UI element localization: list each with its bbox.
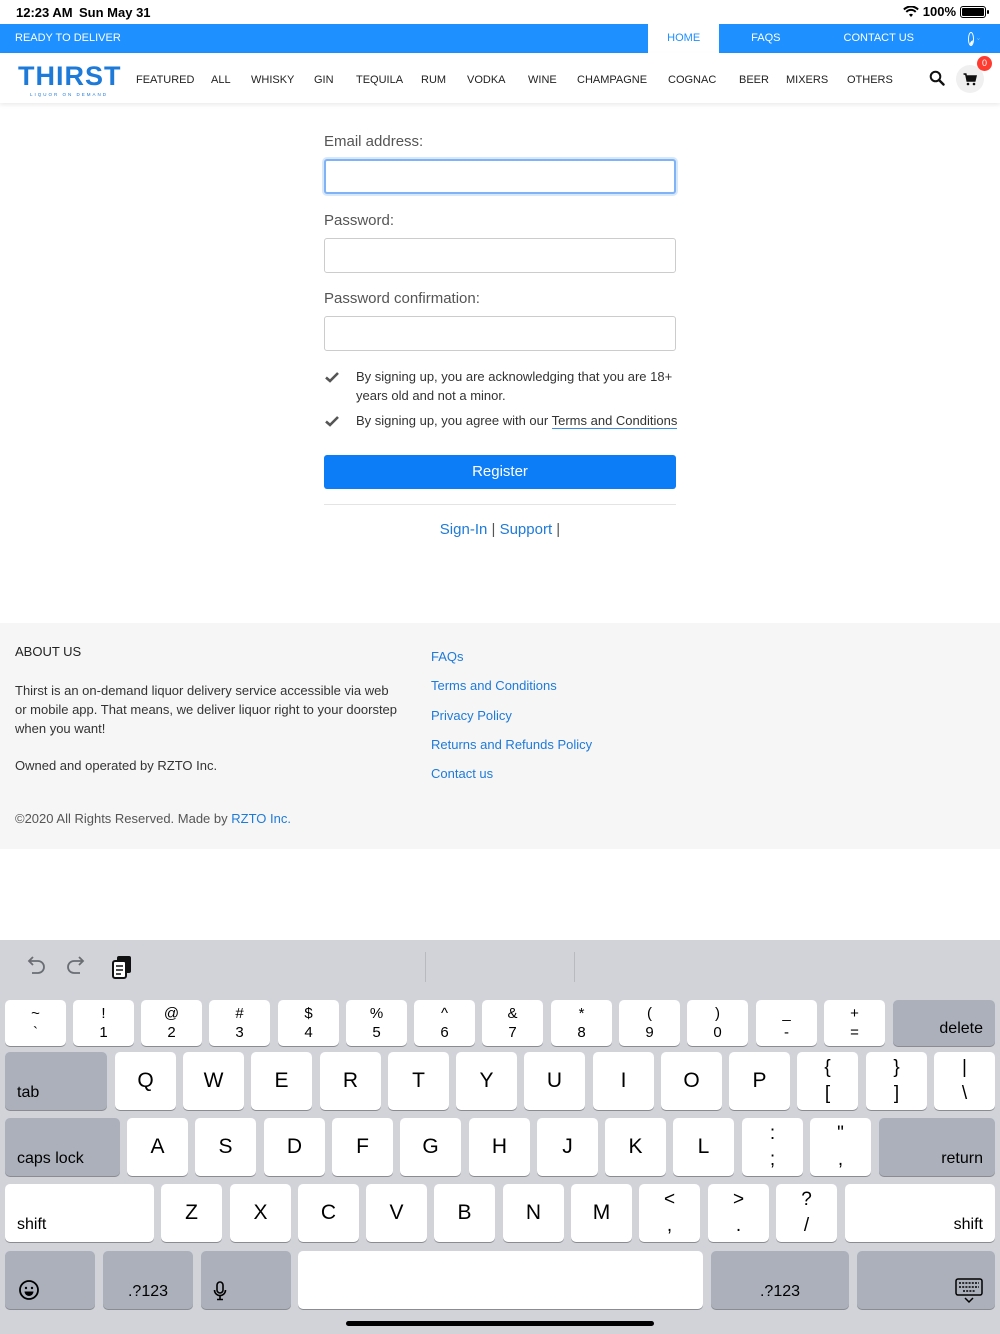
logo-word: THIRST — [18, 61, 122, 91]
key-m[interactable] — [571, 1184, 632, 1242]
menu-gin[interactable]: GIN — [314, 74, 334, 86]
key-label: caps lock — [17, 1150, 84, 1167]
key-dismiss-keyboard[interactable] — [857, 1251, 995, 1309]
key-label: R — [342, 1069, 359, 1092]
key-v[interactable] — [366, 1184, 427, 1242]
key-label: T — [412, 1069, 425, 1092]
key-bottom-label: ` — [33, 1024, 38, 1041]
key-z[interactable] — [161, 1184, 222, 1242]
key-0[interactable] — [687, 1000, 748, 1046]
tab-home[interactable]: HOME — [648, 24, 719, 53]
key-label: O — [683, 1069, 700, 1092]
key-i[interactable] — [593, 1052, 654, 1110]
key-backtick[interactable] — [5, 1000, 66, 1046]
key-label: J — [562, 1135, 573, 1158]
menu-wine[interactable]: WINE — [528, 74, 557, 86]
key-top-label: ! — [101, 1005, 106, 1022]
key-label: I — [620, 1069, 627, 1092]
key-g[interactable] — [400, 1118, 461, 1176]
search-icon[interactable] — [929, 70, 945, 86]
key-bottom-label: ] — [893, 1083, 900, 1104]
key-b[interactable] — [434, 1184, 495, 1242]
about-us-text: Thirst is an on-demand liquor delivery service accessible via web or mobile app. That means, we deliver liquor right to your doorstep when you want! — [15, 683, 398, 736]
rzto-link[interactable]: RZTO Inc. — [231, 811, 291, 826]
key-label: M — [592, 1201, 611, 1224]
key-label: shift — [17, 1216, 47, 1233]
key-label: D — [286, 1135, 303, 1158]
checkmark-icon — [324, 369, 340, 385]
key-label: H — [491, 1135, 508, 1158]
key-8[interactable] — [551, 1000, 612, 1046]
form-links — [324, 521, 676, 538]
key-label: .?123 — [127, 1283, 169, 1300]
key-bottom-label: . — [735, 1215, 742, 1236]
key-o[interactable] — [661, 1052, 722, 1110]
key-numbers-left[interactable] — [103, 1251, 193, 1309]
key-w[interactable] — [183, 1052, 244, 1110]
confirm-label: Password confirmation: — [324, 290, 480, 307]
key-label: tab — [17, 1084, 40, 1101]
sign-in-link[interactable]: Sign-In — [439, 521, 488, 538]
key-4[interactable] — [278, 1000, 339, 1046]
key-top-label: } — [893, 1057, 900, 1078]
key-d[interactable] — [264, 1118, 325, 1176]
key-y[interactable] — [456, 1052, 517, 1110]
key-label: E — [274, 1069, 289, 1092]
email-field[interactable] — [324, 159, 676, 194]
key-bracket-right[interactable] — [866, 1052, 927, 1110]
password-label: Password: — [324, 212, 395, 229]
key-top-label: ( — [647, 1005, 652, 1022]
home-indicator[interactable] — [346, 1321, 654, 1326]
key-bottom-label: 3 — [235, 1024, 244, 1041]
password-confirmation-field[interactable] — [324, 316, 676, 351]
key-9[interactable] — [619, 1000, 680, 1046]
key-delete[interactable] — [893, 1000, 995, 1046]
key-bottom-label: / — [803, 1215, 810, 1236]
footer-links — [431, 649, 592, 795]
key-7[interactable] — [482, 1000, 543, 1046]
key-top-label: > — [732, 1189, 745, 1210]
menu-rum[interactable]: RUM — [421, 74, 447, 86]
key-label: Y — [479, 1069, 494, 1092]
key-j[interactable] — [537, 1118, 598, 1176]
link-separator: | — [556, 521, 561, 538]
status-date: Sun May 31 — [79, 5, 151, 20]
key-top-label: $ — [304, 1005, 313, 1022]
key-return[interactable] — [879, 1118, 995, 1176]
menu-whisky[interactable]: WHISKY — [251, 74, 295, 86]
menu-beer[interactable]: BEER — [739, 74, 769, 86]
key-bracket-left[interactable] — [797, 1052, 858, 1110]
status-time: 12:23 AM — [16, 5, 73, 20]
key-bottom-label: ; — [769, 1149, 776, 1170]
key-l[interactable] — [673, 1118, 734, 1176]
menu-champagne[interactable]: CHAMPAGNE — [577, 74, 648, 86]
support-link[interactable]: Support — [499, 521, 553, 538]
key-q[interactable] — [115, 1052, 176, 1110]
key-label: B — [457, 1201, 472, 1224]
key-6[interactable] — [414, 1000, 475, 1046]
terms-link[interactable]: Terms and Conditions — [551, 413, 678, 428]
copyright — [15, 811, 291, 826]
key-top-label: " — [837, 1123, 844, 1144]
key-top-label: { — [824, 1057, 831, 1078]
keyboard-dismiss-icon — [955, 1278, 983, 1304]
key-2[interactable] — [141, 1000, 202, 1046]
key-emoji[interactable] — [5, 1251, 95, 1309]
key-t[interactable] — [388, 1052, 449, 1110]
battery-icon — [960, 6, 986, 18]
key-space[interactable] — [298, 1251, 703, 1309]
key-top-label: + — [850, 1005, 859, 1022]
key-label: A — [150, 1135, 165, 1158]
key-top-label: < — [663, 1189, 676, 1210]
key-bottom-label: \ — [961, 1083, 968, 1104]
logo-tagline: LIQUOR ON DEMAND — [30, 92, 109, 97]
key-label: Z — [185, 1201, 198, 1224]
key-label: V — [389, 1201, 404, 1224]
key-comma[interactable] — [639, 1184, 700, 1242]
key-bottom-label: , — [837, 1149, 844, 1170]
key-label: S — [218, 1135, 233, 1158]
user-menu[interactable] — [948, 24, 1000, 53]
menu-featured[interactable]: FEATURED — [136, 74, 195, 86]
key-label: C — [320, 1201, 337, 1224]
key-bottom-label: , — [666, 1215, 673, 1236]
key-label: L — [697, 1135, 710, 1158]
footer-link-contact[interactable]: Contact us — [431, 766, 494, 782]
key-bottom-label: 0 — [713, 1024, 722, 1041]
key-bottom-label: 6 — [440, 1024, 449, 1041]
key-bottom-label: 1 — [99, 1024, 108, 1041]
key-equals[interactable] — [824, 1000, 885, 1046]
tab-contact-us[interactable]: CONTACT US — [843, 32, 914, 44]
status-bar — [0, 0, 1000, 24]
key-top-label: % — [369, 1005, 384, 1022]
key-label: F — [356, 1135, 369, 1158]
password-field[interactable] — [324, 238, 676, 273]
ready-to-deliver: READY TO DELIVER — [15, 32, 121, 44]
key-period[interactable] — [708, 1184, 769, 1242]
key-bottom-label: 4 — [304, 1024, 313, 1041]
thirst-logo[interactable] — [18, 61, 122, 97]
key-bottom-label: [ — [824, 1083, 831, 1104]
key-label: G — [422, 1135, 439, 1158]
key-c[interactable] — [298, 1184, 359, 1242]
key-quote[interactable] — [810, 1118, 871, 1176]
key-numbers-right[interactable] — [711, 1251, 849, 1309]
key-top-label: @ — [163, 1005, 180, 1022]
key-top-label: * — [578, 1005, 585, 1022]
link-separator: | — [491, 521, 496, 538]
key-top-label: & — [507, 1005, 518, 1022]
key-label: .?123 — [759, 1283, 801, 1300]
footer — [0, 623, 1000, 849]
key-top-label: # — [235, 1005, 244, 1022]
undo-icon[interactable] — [24, 956, 46, 976]
wifi-icon — [903, 6, 919, 18]
checkmark-icon — [324, 413, 340, 429]
key-label: Q — [137, 1069, 154, 1092]
footer-link-returns[interactable]: Returns and Refunds Policy — [431, 736, 593, 752]
divider — [324, 504, 676, 505]
status-right — [903, 4, 986, 19]
microphone-icon — [213, 1281, 227, 1301]
key-tab[interactable] — [5, 1052, 107, 1110]
key-minus[interactable] — [756, 1000, 817, 1046]
key-top-label: ) — [715, 1005, 720, 1022]
menu-vodka[interactable]: VODKA — [467, 74, 506, 86]
key-top-label: _ — [782, 1005, 791, 1022]
key-e[interactable] — [251, 1052, 312, 1110]
key-top-label: : — [769, 1123, 776, 1144]
key-dictation[interactable] — [201, 1251, 291, 1309]
key-a[interactable] — [127, 1118, 188, 1176]
key-label: P — [752, 1069, 767, 1092]
toolbar-separator — [574, 952, 575, 982]
key-bottom-label: 7 — [508, 1024, 517, 1041]
key-top-label: ? — [801, 1189, 812, 1210]
key-bottom-label: 8 — [577, 1024, 586, 1041]
copyright-text: ©2020 All Rights Reserved. Made by — [15, 811, 232, 826]
redo-icon[interactable] — [66, 956, 88, 976]
key-shift-right[interactable] — [845, 1184, 995, 1242]
footer-link-faqs[interactable]: FAQs — [431, 649, 464, 664]
tab-faqs[interactable]: FAQS — [751, 32, 781, 44]
key-u[interactable] — [524, 1052, 585, 1110]
menu-all[interactable]: ALL — [211, 74, 231, 86]
cart-icon — [963, 73, 977, 86]
terms-text — [356, 411, 686, 430]
about-us-title: ABOUT US — [15, 644, 82, 659]
key-backslash[interactable] — [934, 1052, 995, 1110]
key-3[interactable] — [209, 1000, 270, 1046]
footer-link-terms[interactable]: Terms and Conditions — [431, 678, 557, 694]
key-shift-left[interactable] — [5, 1184, 154, 1242]
key-bottom-label: 5 — [372, 1024, 381, 1041]
key-h[interactable] — [469, 1118, 530, 1176]
key-x[interactable] — [230, 1184, 291, 1242]
key-label: N — [525, 1201, 542, 1224]
key-label: U — [546, 1069, 563, 1092]
top-tabs — [648, 24, 1000, 53]
cart-count-badge: 0 — [977, 56, 992, 71]
key-label: delete — [939, 1020, 983, 1037]
age-text: By signing up, you are acknowledging that you are 18+ years old and not a minor. — [356, 369, 673, 403]
key-label: shift — [953, 1216, 983, 1233]
chevron-down-icon — [977, 36, 980, 42]
terms-prefix: By signing up, you agree with our — [356, 413, 552, 428]
key-k[interactable] — [605, 1118, 666, 1176]
register-button[interactable]: Register — [324, 455, 676, 489]
key-semicolon[interactable] — [742, 1118, 803, 1176]
menu-tequila[interactable]: TEQUILA — [356, 74, 404, 86]
keyboard-toolbar — [0, 940, 1000, 995]
menu-mixers[interactable]: MIXERS — [786, 74, 829, 86]
key-r[interactable] — [320, 1052, 381, 1110]
owned-by-text: Owned and operated by RZTO Inc. — [15, 758, 218, 773]
key-bottom-label: 9 — [645, 1024, 654, 1041]
key-bottom-label: - — [784, 1024, 789, 1041]
key-n[interactable] — [503, 1184, 564, 1242]
key-top-label: ~ — [31, 1005, 40, 1022]
user-icon — [968, 32, 974, 46]
key-bottom-label: = — [850, 1024, 859, 1041]
key-label: K — [628, 1135, 643, 1158]
menu-others[interactable]: OTHERS — [847, 74, 893, 86]
key-1[interactable] — [73, 1000, 134, 1046]
emoji-icon — [18, 1279, 40, 1301]
key-label: return — [941, 1150, 983, 1167]
key-bottom-label: 2 — [167, 1024, 176, 1041]
key-label: W — [203, 1069, 224, 1092]
key-slash[interactable] — [776, 1184, 837, 1242]
key-top-label: ^ — [440, 1005, 449, 1022]
key-5[interactable] — [346, 1000, 407, 1046]
onscreen-keyboard — [0, 940, 1000, 1334]
main-nav — [0, 53, 1000, 103]
paste-icon[interactable] — [110, 954, 134, 980]
email-label: Email address: — [324, 133, 424, 150]
key-top-label: | — [962, 1057, 967, 1078]
key-p[interactable] — [729, 1052, 790, 1110]
key-f[interactable] — [332, 1118, 393, 1176]
battery-percent: 100% — [922, 4, 956, 19]
top-bar — [0, 24, 1000, 53]
key-s[interactable] — [195, 1118, 256, 1176]
footer-link-privacy[interactable]: Privacy Policy — [431, 707, 512, 723]
key-caps-lock[interactable] — [5, 1118, 120, 1176]
menu-cognac[interactable]: COGNAC — [668, 74, 717, 86]
key-label: X — [253, 1201, 268, 1224]
toolbar-separator — [425, 952, 426, 982]
